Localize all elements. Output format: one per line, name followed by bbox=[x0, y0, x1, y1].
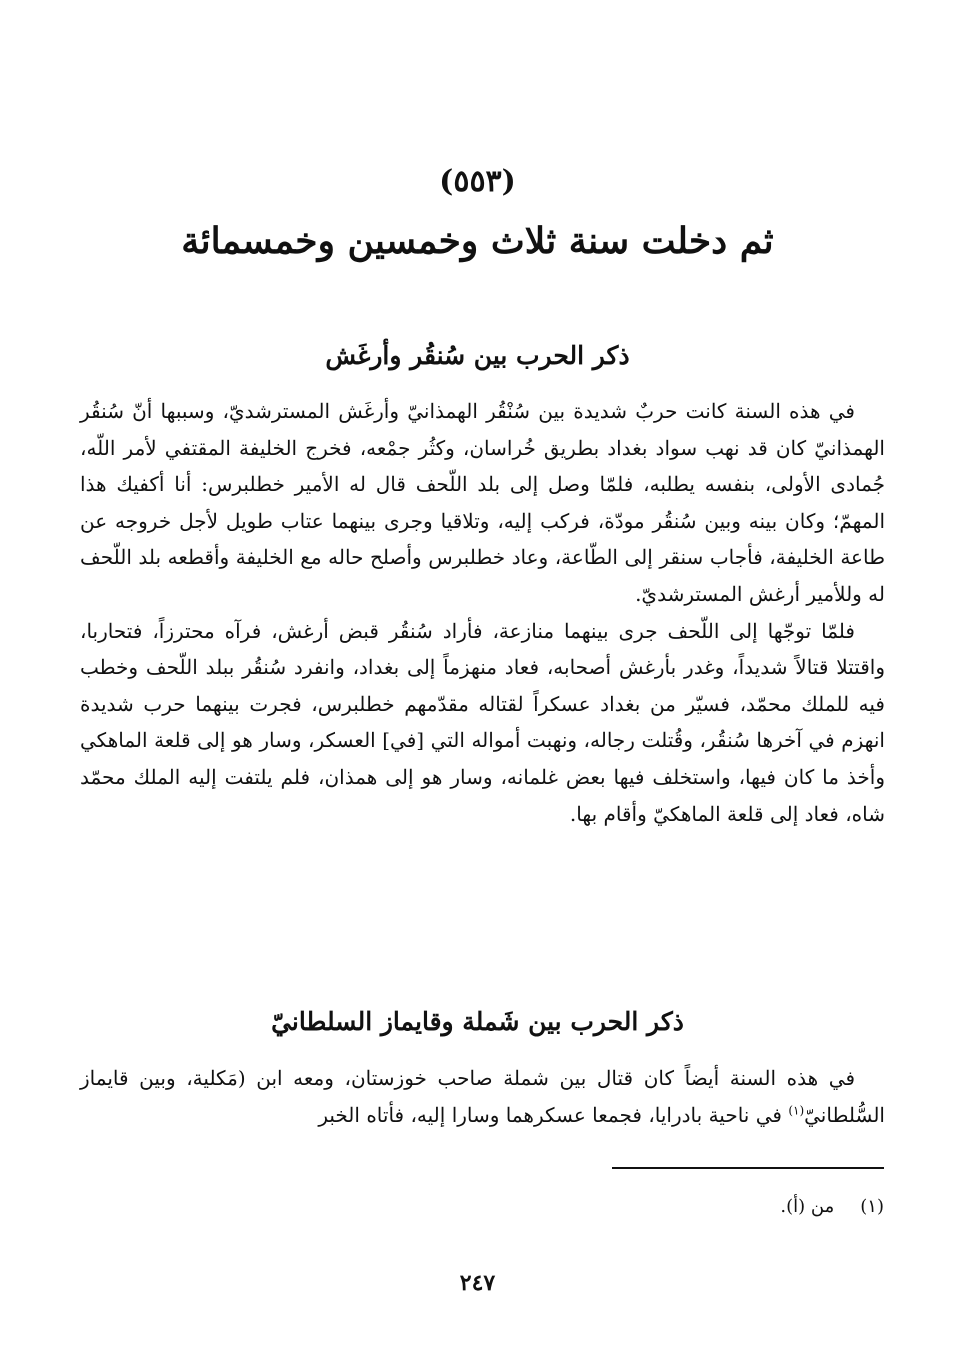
section-heading-shamla-qaymaz: ذكر الحرب بين شَملة وقايماز السلطانيّ bbox=[271, 1007, 684, 1036]
paragraph bbox=[80, 1060, 885, 1133]
footnote-text: من (أ). bbox=[780, 1196, 835, 1217]
section-body-sunqur-arghash bbox=[80, 393, 885, 832]
year-heading: (٥٥٣) bbox=[439, 164, 516, 199]
paragraph-text: في ناحية بادرايا، فجمعا عسكرهما وسارا إليه، فأتاه الخبر bbox=[318, 1102, 789, 1127]
footnote-divider bbox=[612, 1167, 884, 1169]
footnote-reference[interactable]: (١) bbox=[788, 1102, 805, 1117]
footnote-number: (١) bbox=[860, 1196, 884, 1217]
page-title: ثم دخلت سنة ثلاث وخمسين وخمسمائة bbox=[181, 220, 774, 262]
paragraph: في هذه السنة كانت حربٌ شديدة بين سُنْقُر الهمذانيّ وأرغَش المسترشديّ، وسببها أنّ سُنقُر الهمذانيّ كان قد نهب سواد بغداد بطريق خُراسان، وكثُر جمْعه، فخرج الخليفة المقتفي لأمر اللّه، جُمادى الأولى، بنفسه يطلبه، فلمّا وصل إلى بلد اللّحف قال له الأمير خطلبرس: أنا أكفيك هذا المهمّ؛ وكان بينه وبين سُنقُر مودّة، فركب إليه، وتلاقيا وجرى بينهما عتاب طويل لأجل خروجه عن طاعة الخليفة، فأجاب سنقر إلى الطّاعة، وعاد خطلبرس وأصلح حاله مع الخليفة وأقطعه بلد اللّحف له وللأمير أرغش المسترشديّ. bbox=[80, 399, 886, 606]
paragraph-text: في هذه السنة أيضاً كان قتال بين شملة صاحب خوزستان، ومعه ابن (مَكلية، وبين قايماز السُّلطانيّ bbox=[80, 1066, 885, 1127]
section-body-shamla-qaymaz bbox=[80, 1060, 885, 1133]
page-number: ٢٤٧ bbox=[459, 1270, 496, 1296]
section-heading-sunqur-arghash: ذكر الحرب بين سُنقُر وأرغَش bbox=[325, 341, 630, 370]
footnote bbox=[600, 1192, 884, 1222]
paragraph: فلمّا توجّها إلى اللّحف جرى بينهما منازعة، فأراد سُنقُر قبض أرغش، فرآه محترزاً، فتحاربا، واقتتلا قتالاً شديداً، وغدر بأرغش أصحابه، فعاد منهزماً إلى بغداد، وانفرد سُنقُر ببلد اللّحف وخطب فيه للملك محمّد، فسيّر من بغداد عسكراً لقتاله مقدّمهم خطلبرس، فجرت بينهما حرب شديدة انهزم في آخرها سُنقُر، وقُتلت رجاله، ونهبت أمواله التي [في] العسكر، وسار هو إلى قلعة الماهكي وأخذ ما كان فيها، واستخلف فيها بعض غلمانه، وسار هو إلى همذان، فلم يلتفت إليه الملك محمّد شاه، فعاد إلى قلعة الماهكيّ وأقام بها. bbox=[80, 618, 885, 826]
